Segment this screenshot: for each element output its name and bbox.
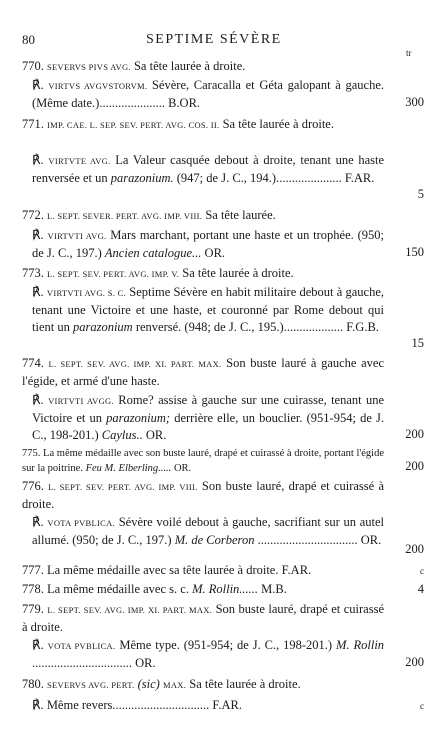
entry-778 [22,581,384,598]
coin-legend: SEVERVS AVG. PERT. [47,680,135,690]
entry-number: 779. [22,602,44,616]
reverse-symbol: ℟. [32,515,44,529]
entry-773-obverse [22,265,384,283]
reverse-symbol: ℟. [32,393,44,407]
coin-legend: VOTA PVBLICA. [47,641,116,651]
entry-780-reverse [32,697,384,714]
value: c [420,566,424,576]
entry-number: 770. [22,59,44,73]
value: 15 [411,336,424,350]
coin-legend: VIRTVS AVGVSTORVM. [48,81,148,91]
entry-description: La même médaille avec sa tête laurée à droite. [47,563,279,577]
coin-legend: VIRTVTI AVG. S. C. [46,288,127,298]
entry-description-cont: ................................ [32,656,132,670]
rarity-metal: OR. [135,656,156,670]
entry-description-cont: renversé. (948; de J. C., 195.)................... [135,320,344,334]
entry-source: Caylus.. [101,428,143,442]
coin-legend: VOTA PVBLICA. [47,518,115,528]
entry-description: Sévère, Caracalla et Géta galopant à gauche. (Même date.)..................... [32,78,385,110]
entry-775 [22,446,384,476]
value: 200 [405,427,424,441]
reverse-symbol: ℟. [32,153,44,167]
reverse-symbol: ℟. [32,285,44,299]
page-number: 80 [22,32,35,47]
entry-number: 775. [22,448,41,459]
coin-legend: IMP. CAE. L. SEP. SEV. PERT. AVG. COS. II. [47,120,220,130]
corner-mark: tr [406,48,412,58]
entry-description: Septime Sévère en habit militaire debout à gauche, tenant une Victoire et une haste, et couronné par Rome debout qui tient un [32,285,384,334]
entry-description: Son buste lauré à gauche avec l'égide, et armé d'une haste. [22,356,385,388]
sic-note: (sic) [137,677,160,691]
entry-description: Même type. (951-954; de J. C., 198-201.) [119,638,333,652]
entry-description: Sa tête laurée. [205,208,276,222]
coin-legend: L. SEPT. SEVER. PERT. AVG. IMP. VIII. [47,211,203,221]
reverse-symbol: ℟. [32,638,44,652]
rarity-metal: F.AR. [344,171,375,185]
rarity-metal: OR. [360,533,382,547]
entry-772-obverse [22,207,384,225]
reverse-symbol: ℟. [32,78,44,92]
entry-description: Son buste lauré, drapé et cuirassé à droite. [22,479,384,511]
coin-legend: VIRTVTI AVGG. [48,396,114,406]
rarity-metal: F.AR. [212,698,242,712]
coin-legend-cont: MAX. [162,680,187,690]
entry-number: 777. [22,563,44,577]
entry-description: Son buste lauré, drapé et cuirassé à droite. [22,602,384,634]
value: 200 [405,459,424,473]
entry-italic: parazonium; [106,411,171,425]
entry-779-reverse [32,637,384,672]
value: 200 [405,542,424,556]
entry-source: M. de Corberon [174,533,255,547]
entry-779-obverse [22,601,384,636]
rarity-metal: F.AR. [281,563,312,577]
coin-legend: L. SEPT. SEV. AVG. IMP. XI. PART. MAX. [47,605,213,615]
entry-number: 780. [22,677,44,691]
entry-description: La même médaille avec son buste lauré, drapé et cuirassé à droite, portant l'égide sur la poitrine. [22,448,385,474]
value: 5 [417,187,424,201]
entry-description: Sa tête laurée à droite. [133,59,246,73]
value: c [420,701,424,711]
value: 150 [405,245,424,259]
entry-italic: Ancien catalogue... [104,246,202,260]
entry-number: 771. [22,117,44,131]
entry-770-reverse [32,77,384,112]
value: 4 [417,582,424,596]
coin-legend: VIRTVTE AVG. [48,156,111,166]
rarity-metal: F.G.B. [346,320,379,334]
rarity-metal: M.B. [261,582,287,596]
coin-legend: SEVERVS PIVS AVG. [47,62,131,72]
entry-number: 774. [22,356,44,370]
entry-description: Même revers............................... [46,698,210,712]
entry-number: 778. [22,582,44,596]
entry-description: Sa tête laurée à droite. [189,677,301,691]
page-title: SEPTIME SÉVÈRE [146,32,282,47]
entry-source: M. Rollin...... [192,582,259,596]
coin-legend: L. SEPT. SEV. PERT. AVG. IMP. V. [47,269,180,279]
entry-source: M. Rollin [336,638,385,652]
rarity-metal: OR. [204,246,226,260]
entry-description: La même médaille avec s. c. [47,582,189,596]
rarity-metal: OR. [173,463,192,474]
coin-legend: L. SEPT. SEV. AVG. IMP. XI. PART. MAX. [48,359,222,369]
rarity-metal: OR. [145,428,167,442]
entry-771-obverse [22,116,384,134]
entry-770-obverse [22,58,384,76]
value: 200 [405,655,424,669]
entry-italic: parazonium [72,320,133,334]
entry-number: 776. [22,479,44,493]
entry-number: 772. [22,208,44,222]
entry-773-reverse [32,284,384,336]
reverse-symbol: ℟. [32,228,44,242]
entry-italic: parazonium. [110,171,174,185]
entry-776-obverse [22,478,384,513]
entry-description: Sa tête laurée à droite. [182,266,294,280]
entry-772-reverse [32,227,384,262]
entry-description-cont: derrière elle, un bouclier. (951-954; de J. C., 198-201.) [32,411,385,442]
reverse-symbol: ℟. [32,698,44,712]
entry-source: Feu M. Elberling..... [85,463,172,474]
entry-description: Sévère voilé debout à gauche, sacrifiant sur un autel allumé. (950; de J. C., 197.) [32,515,385,547]
entry-777 [22,562,384,579]
entry-774-obverse [22,355,384,390]
coin-legend: L. SEPT. SEV. PERT. AVG. IMP. VIII. [48,482,198,492]
entry-780-obverse [22,676,384,694]
entry-description: Sa tête laurée à droite. [222,117,334,131]
value: 300 [405,95,424,109]
entry-771-reverse [32,152,384,187]
rarity-metal: B.OR. [168,96,201,110]
entry-description: La Valeur casquée debout à droite, tenant une haste renversée et un [32,153,385,185]
entry-description: Mars marchant, portant une haste et un trophée. (950; de J. C., 197.) [32,228,384,260]
entry-774-reverse [32,392,384,444]
entry-number: 773. [22,266,44,280]
entry-description-cont: ................................ [257,533,358,547]
coin-legend: VIRTVTI AVG. [47,231,107,241]
entry-776-reverse [32,514,384,549]
entry-description-cont: (947; de J. C., 194.)..................... [176,171,342,185]
entry-description: Rome? assise à gauche sur une cuirasse, tenant une Victoire et un [32,393,385,425]
